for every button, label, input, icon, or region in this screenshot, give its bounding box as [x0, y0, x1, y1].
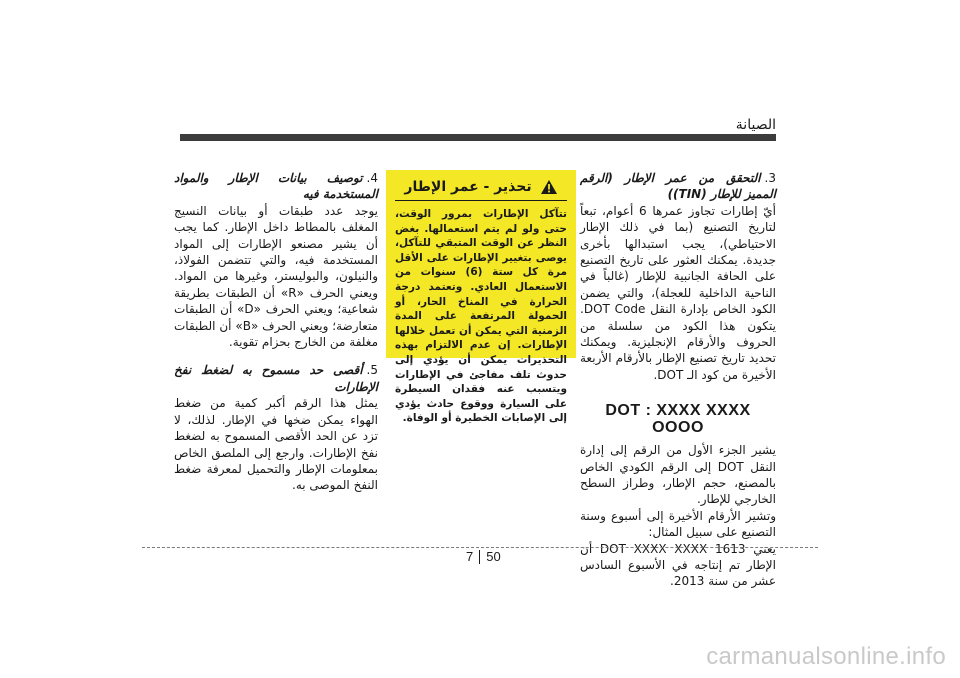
tire-age-section — [580, 170, 776, 590]
ply-composition-heading — [174, 170, 378, 203]
tire-age-paragraph-2: يشير الجزء الأول من الرقم إلى إدارة النقل DOT إلى الرقم الكودي الخاص بالمصنع، حجم الإطار، وطراز السطح الخارجي للإطار. — [580, 443, 776, 507]
ply-composition-text: يوجد عدد طبقات أو بيانات النسيج المغلف بالمطاط داخل الإطار. كما يجب أن يشير مصنعو الإطارات إلى المواد المستخدمة فيه، والتي تتضمن الفولاذ، والنيلون، والبوليستر، وغيرها من المواد. ويعني الحرف «R» أن الطبقات بطريقة شعاعية؛ ويعني الحرف «D» أن الطبقات متعارضة؛ ويعني الحرف «B» أن الطبقات مغلفة من الخارج بحزام تقوية. — [174, 203, 378, 350]
ply-composition-heading-text: توصيف بيانات الإطار والمواد المستخدمة فيه — [174, 171, 378, 202]
tire-specs-section — [174, 170, 378, 506]
item-number-5: 5. — [366, 363, 378, 378]
tire-age-paragraph-1: أيّ إطارات تجاوز عمرها 6 أعوام، تبعاً لتاريخ التصنيع (بما في ذلك الإطار الاحتياطي)، يجب استبدالها بأخرى جديدة. يمكنك العثور على تاريخ التصنيع على الحافة الجانبية للإطار (غالباً في الناحية الداخلية للعجلة)، والتي يضمن الكود الخاص بإدارة النقل DOT Code. يتكون هذا الكود من سلسلة من الحروف والأرقام الإنجليزية. ويمكنك تحديد تاريخ تصنيع الإطار بالأرقام الأربعة الأخيرة من كود الـ DOT. — [580, 203, 776, 382]
page-number-value: 50 — [486, 549, 501, 564]
max-pressure-heading — [174, 362, 378, 395]
tire-age-paragraph-4: يعني DOT XXXX XXXX 1613 أن الإطار تم إنتاجه في الأسبوع السادس عشر من سنة 2013. — [580, 541, 776, 589]
chapter-number: 7 — [466, 549, 474, 564]
tire-age-paragraph-3: وتشير الأرقام الأخيرة إلى أسبوع وسنة التصنيع على سبيل المثال: — [580, 508, 776, 540]
warning-title: تحذير - عمر الإطار — [404, 179, 532, 195]
max-pressure-heading-text: أقصى حد مسموح به لضغط نفخ الإطارات — [174, 363, 378, 394]
item-4 — [174, 170, 378, 350]
tire-age-heading-text: التحقق من عمر الإطار (الرقم المميز للإطار (TIN)) — [580, 171, 776, 202]
tire-age-heading — [580, 170, 776, 203]
warning-triangle-icon — [540, 179, 558, 195]
watermark: carmanualsonline.info — [706, 643, 946, 670]
max-pressure-text: يمثل هذا الرقم أكبر كمية من ضغط الهواء يمكن ضخها في الإطار. لذلك، لا تزد عن الحد الأقصى المسموح به لضغط نفخ الإطارات. وارجع إلى الملصق الخاص بمعلومات الإطار والتحميل لمعرفة ضغط النفخ الموصى به. — [174, 396, 378, 493]
item-number-4: 4. — [366, 171, 378, 185]
page-number — [466, 549, 501, 564]
header-rule — [180, 134, 776, 141]
item-5 — [174, 362, 378, 493]
warning-header — [395, 174, 567, 201]
warning-body: تتآكل الإطارات بمرور الوقت، حتى ولو لم يتم استعمالها. بغض النظر عن الوقت المتبقي للتآكل، يوصى بتغيير الإطارات على الأقل مرة كل ستة (6) سنوات من الاستعمال العادي. وتعتمد درجة الحرارة في المناخ الحار، أو الحمولة المرتفعة على المدة الزمنية التي يمكن أن تعمل خلالها الإطارات. إن عدم الالتزام بهذه التحذيرات يمكن أن يؤدي إلى حدوث تلف مفاجئ في الإطارات ويتسبب عنه فقدان السيطرة على السيارة ووقوع حادث يؤدي إلى الإصابات الخطيرة أو الوفاة. — [395, 208, 567, 425]
section-title: الصيانة — [735, 117, 776, 133]
page-number-separator — [479, 550, 480, 564]
dot-code-example: DOT : XXXX XXXX OOOO — [605, 402, 751, 436]
item-number-3: 3. — [764, 171, 776, 185]
footer-rule — [142, 547, 818, 548]
warning-box — [386, 170, 576, 425]
